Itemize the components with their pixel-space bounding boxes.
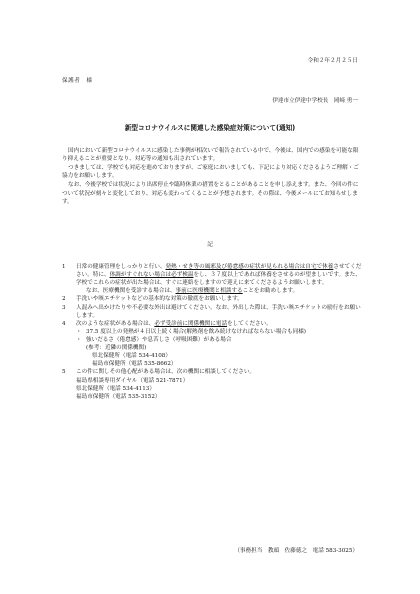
- symptom-bullet: ・ 強いだるさ（倦怠感）や息苦しさ（呼吸困難）がある場合: [76, 336, 232, 343]
- list-item: [62, 263, 362, 287]
- notice-title: 新型コロナウイルスに関連した感染症対策について(通知): [124, 124, 296, 132]
- underlined-text: 体調がすぐれない場合は必ず検温: [109, 272, 194, 279]
- symptom-bullet: ・ 37.5 度以上の発熱が４日以上続く場合(解熱剤を飲み続けなければならない場合も同様): [76, 328, 306, 335]
- reference-label: (参考：近隣の関係機関): [86, 345, 147, 352]
- item-text: 人混みへ出かけたりや不必要な外出は避けてください。なお、外出した際は、手洗い咳エチケットの励行をお願いします。: [76, 304, 361, 319]
- contact-line: 県北保健所（電話 534-4113）: [76, 385, 155, 392]
- item-text: 手洗いや咳エチケットなどの基本的な対策の徹底をお願いします。: [76, 296, 243, 303]
- item-number: 2: [62, 296, 66, 303]
- measures-list: [62, 263, 362, 401]
- ki-heading: 記: [207, 242, 213, 248]
- contact-line: 福島県相談専用ダイヤル（電話 521-7871）: [76, 377, 189, 384]
- item-number: 5: [62, 369, 66, 376]
- contact-line: 福島市保健所（電話 535-3152）: [76, 393, 161, 400]
- office-contact: （事務担当 教頭 佐藤徳之 電話 583-3025）: [234, 548, 358, 554]
- intro-paragraph: つきましては、学校でも対応を進めておりますが、ご家庭においましても、下記により対応くださるようご理解・ご協力をお願いします。: [62, 165, 359, 180]
- underlined-text: 必ず受診前に関係機関に電話: [154, 320, 228, 327]
- item-number: 4: [62, 320, 66, 327]
- list-item: [62, 295, 362, 303]
- item-number: 1: [62, 264, 66, 270]
- underlined-text: 発熱・せき等の風邪及び倦怠感の症状が見られる場合は自宅で休養: [165, 264, 334, 270]
- intro-paragraphs: [62, 147, 362, 207]
- contact-line: 福島市保健所（電話 535-8662）: [92, 361, 177, 368]
- notice-date: 令和２年２月２５日: [307, 58, 358, 64]
- item-text: この件に関しその他心配がある場合は、次の機関に相談してください。: [76, 369, 256, 376]
- bullet-icon: ・: [76, 328, 82, 335]
- intro-paragraph: 国内において新型コロナウイルスに感染した事例が相次いで報告されている中で、今後は、国内での感染を可能な限り抑えることが重要となり、対応等の通知も出されています。: [62, 148, 359, 163]
- item-text: 次のような症状がある場合は、必ず受診前に関係機関に電話をしてください。: [76, 320, 272, 327]
- list-item: [62, 320, 362, 328]
- list-item: [62, 304, 362, 320]
- underlined-text: 事前に医療機関と相談する: [175, 288, 243, 295]
- item-number: 3: [62, 304, 66, 311]
- bullet-icon: ・: [76, 336, 82, 343]
- list-item: [62, 368, 362, 376]
- sender: 伊達市立伊達中学校長 岡﨑 勇一: [272, 98, 358, 104]
- item-text: 日常の健康管理をしっかりと行い、発熱・せき等の風邪及び倦怠感の症状が見られる場合は自宅で休養させてください。特に、体調がすぐれない場合は必ず検温をし、３７度以上であれば休養をさせるのが望ましいです。また、学校でこれらの症状が出た場合は、すぐに連絡をしますので迎えに来てくださるようお願いします。: [76, 264, 362, 287]
- contact-line: 県北保健所（電話 534-4108）: [92, 353, 171, 360]
- item-note: なお、医療機関を受診する場合は、事前に医療機関と相談することをお勧めします。: [86, 288, 299, 295]
- intro-paragraph: なお、今後学校では状況により出席停止や臨時休業の措置をとることがあることを申し添えます。また、今回の件について状況が刻々と変化しており、対応も変わってくることが予想されます。その際は、今後メールにてお知らせします。: [62, 182, 359, 205]
- addressee: 保護者 様: [62, 78, 93, 84]
